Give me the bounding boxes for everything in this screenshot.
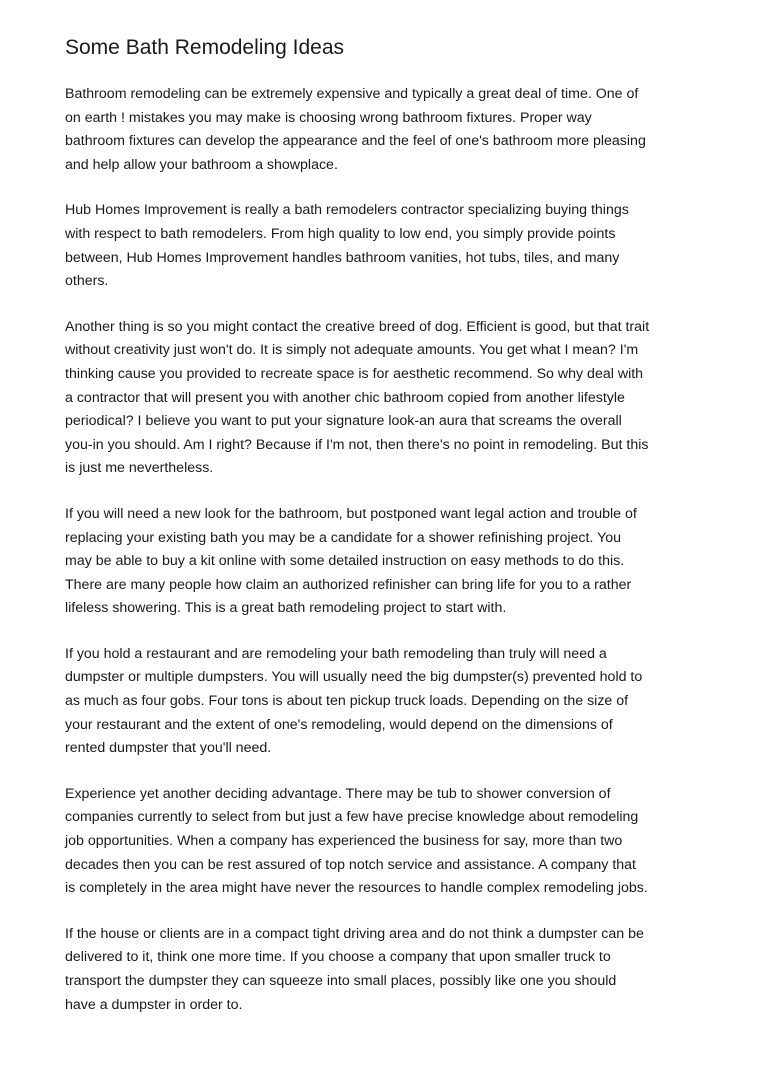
paragraph-3 <box>65 316 715 481</box>
paragraph-line: If the house or clients are in a compact tight driving area and do not think a dumpster can be <box>65 925 644 942</box>
paragraph-line: with respect to bath remodelers. From high quality to low end, you simply provide points <box>65 225 616 242</box>
paragraph-1 <box>65 83 715 177</box>
paragraph-line: If you will need a new look for the bathroom, but postponed want legal action and trouble of <box>65 505 637 522</box>
paragraph-line: bathroom fixtures can develop the appearance and the feel of one's bathroom more pleasing <box>65 133 646 150</box>
paragraph-line: between, Hub Homes Improvement handles bathroom vanities, hot tubs, tiles, and many <box>65 249 620 266</box>
paragraph-line: periodical? I believe you want to put your signature look-an aura that screams the overall <box>65 413 622 430</box>
paragraph-line: delivered to it, think one more time. If you choose a company that upon smaller truck to <box>65 949 611 966</box>
paragraph-7 <box>65 923 715 1017</box>
paragraph-4 <box>65 503 715 621</box>
paragraph-line: job opportunities. When a company has experienced the business for say, more than two <box>65 833 623 850</box>
paragraph-line: There are many people how claim an authorized refinisher can bring life for you to a rather <box>65 576 632 593</box>
paragraph-2 <box>65 199 715 293</box>
paragraph-line: is just me nevertheless. <box>65 460 214 477</box>
paragraph-5 <box>65 643 715 761</box>
paragraph-line: If you hold a restaurant and are remodeling your bath remodeling than truly will need a <box>65 645 607 662</box>
paragraph-line: is completely in the area might have never the resources to handle complex remodeling jobs. <box>65 880 648 897</box>
paragraph-line: Hub Homes Improvement is really a bath remodelers contractor specializing buying things <box>65 202 629 219</box>
document-body <box>65 83 715 1017</box>
paragraph-line: decades then you can be rest assured of top notch service and assistance. A company that <box>65 856 637 873</box>
paragraph-line: Experience yet another deciding advantage. There may be tub to shower conversion of <box>65 785 611 802</box>
paragraph-line: have a dumpster in order to. <box>65 996 243 1013</box>
page-title: Some Bath Remodeling Ideas <box>65 36 344 59</box>
paragraph-line: thinking cause you provided to recreate space is for aesthetic recommend. So why deal with <box>65 365 644 382</box>
paragraph-line: others. <box>65 273 109 290</box>
paragraph-line: may be able to buy a kit online with some detailed instruction on easy methods to do this. <box>65 553 625 570</box>
paragraph-line: Bathroom remodeling can be extremely expensive and typically a great deal of time. One of <box>65 86 639 102</box>
paragraph-line: replacing your existing bath you may be a candidate for a shower refinishing project. You <box>65 529 622 546</box>
paragraph-line: and help allow your bathroom a showplace. <box>65 156 338 173</box>
paragraph-line: without creativity just won't do. It is simply not adequate amounts. You get what I mean? I'm <box>65 342 639 359</box>
paragraph-line: you-in you should. Am I right? Because if I'm not, then there's no point in remodeling. But this <box>65 436 649 453</box>
paragraph-line: transport the dumpster they can squeeze into small places, possibly like one you should <box>65 973 617 989</box>
paragraph-6 <box>65 783 715 901</box>
paragraph-line: rented dumpster that you'll need. <box>65 740 272 757</box>
paragraph-line: dumpster or multiple dumpsters. You will usually need the big dumpster(s) prevented hold to <box>65 669 643 686</box>
paragraph-line: as much as four gobs. Four tons is about ten pickup truck loads. Depending on the size of <box>65 693 629 710</box>
paragraph-line: lifeless showering. This is a great bath remodeling project to start with. <box>65 600 507 617</box>
paragraph-line: companies currently to select from but just a few have precise knowledge about remodeling <box>65 809 639 826</box>
paragraph-line: Another thing is so you might contact the creative breed of dog. Efficient is good, but that trait <box>65 318 650 335</box>
document-page <box>65 33 715 1039</box>
paragraph-line: on earth ! mistakes you may make is choosing wrong bathroom fixtures. Proper way <box>65 109 592 126</box>
paragraph-line: your restaurant and the extent of one's remodeling, would depend on the dimensions of <box>65 716 613 733</box>
paragraph-line: a contractor that will present you with another chic bathroom copied from another lifestyle <box>65 389 625 406</box>
